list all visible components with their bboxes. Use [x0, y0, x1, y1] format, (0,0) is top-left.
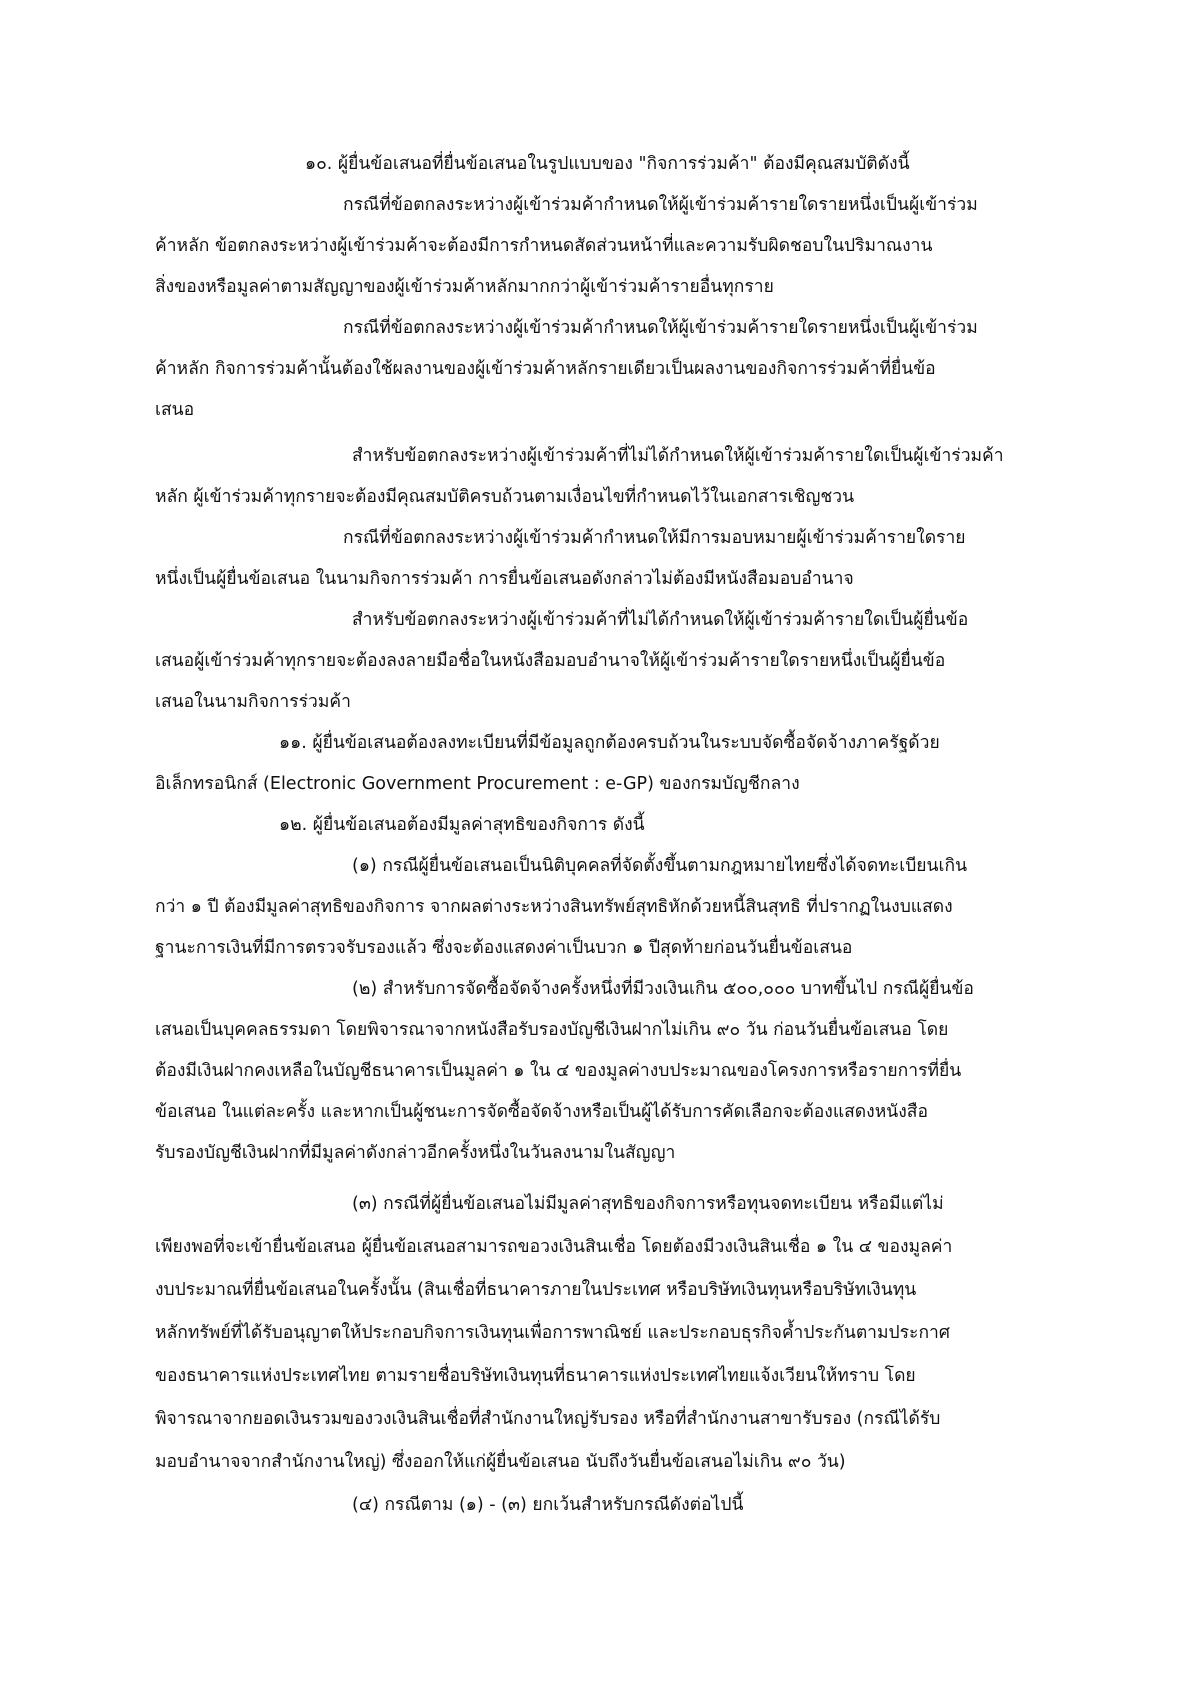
paragraph-line: งบประมาณที่ยื่นข้อเสนอในครั้งนั้น (สินเชื่อที่ธนาคารภายในประเทศ หรือบริษัทเงินทุนหรือบริษัทเงินทุน [155, 1280, 917, 1300]
paragraph-line: สำหรับข้อตกลงระหว่างผู้เข้าร่วมค้าที่ไม่ได้กำหนดให้ผู้เข้าร่วมค้ารายใดเป็นผู้ยื่นข้อ [352, 610, 969, 630]
paragraph-line: เสนอผู้เข้าร่วมค้าทุกรายจะต้องลงลายมือชื่อในหนังสือมอบอำนาจให้ผู้เข้าร่วมค้ารายใดรายหนึ่งเป็นผู้ยื่นข้อ [155, 651, 946, 671]
paragraph-line: รับรองบัญชีเงินฝากที่มีมูลค่าดังกล่าวอีกครั้งหนึ่งในวันลงนามในสัญญา [155, 1143, 676, 1163]
paragraph-line: เสนอ [155, 400, 195, 420]
paragraph-line: ของธนาคารแห่งประเทศไทย ตามรายชื่อบริษัทเงินทุนที่ธนาคารแห่งประเทศไทยแจ้งเวียนให้ทราบ โดย [155, 1366, 916, 1386]
paragraph-line: หลัก ผู้เข้าร่วมค้าทุกรายจะต้องมีคุณสมบัติครบถ้วนตามเงื่อนไขที่กำหนดไว้ในเอกสารเชิญชวน [155, 487, 855, 507]
subclause-4-line: (๔) กรณีตาม (๑) - (๓) ยกเว้นสำหรับกรณีดังต่อไปนี้ [352, 1495, 744, 1515]
paragraph-line: กรณีที่ข้อตกลงระหว่างผู้เข้าร่วมค้ากำหนดให้ผู้เข้าร่วมค้ารายใดรายหนึ่งเป็นผู้เข้าร่วม [343, 318, 978, 338]
paragraph-line: สิ่งของหรือมูลค่าตามสัญญาของผู้เข้าร่วมค้าหลักมากกว่าผู้เข้าร่วมค้ารายอื่นทุกราย [155, 277, 774, 297]
paragraph-line: ค้าหลัก กิจการร่วมค้านั้นต้องใช้ผลงานของผู้เข้าร่วมค้าหลักรายเดียวเป็นผลงานของกิจการร่วมค้าที่ยื่นข้อ [155, 359, 936, 379]
paragraph-line: หลักทรัพย์ที่ได้รับอนุญาตให้ประกอบกิจการเงินทุนเพื่อการพาณิชย์ และประกอบธุรกิจค้ำประกันตามประกาศ [155, 1323, 950, 1343]
paragraph-line: หนึ่งเป็นผู้ยื่นข้อเสนอ ในนามกิจการร่วมค้า การยื่นข้อเสนอดังกล่าวไม่ต้องมีหนังสือมอบอำนาจ [155, 569, 854, 589]
paragraph-line: เสนอเป็นบุคคลธรรมดา โดยพิจารณาจากหนังสือรับรองบัญชีเงินฝากไม่เกิน ๙๐ วัน ก่อนวันยื่นข้อเสนอ โดย [155, 1020, 949, 1040]
paragraph-line: ฐานะการเงินที่มีการตรวจรับรองแล้ว ซึ่งจะต้องแสดงค่าเป็นบวก ๑ ปีสุดท้ายก่อนวันยื่นข้อเสนอ [155, 938, 853, 958]
clause-11-heading: ๑๑. ผู้ยื่นข้อเสนอต้องลงทะเบียนที่มีข้อมูลถูกต้องครบถ้วนในระบบจัดซื้อจัดจ้างภาครัฐด้วย [279, 733, 940, 753]
subclause-1-line: (๑) กรณีผู้ยื่นข้อเสนอเป็นนิติบุคคลที่จัดตั้งขึ้นตามกฎหมายไทยซึ่งได้จดทะเบียนเกิน [352, 856, 968, 876]
paragraph-line: ข้อเสนอ ในแต่ละครั้ง และหากเป็นผู้ชนะการจัดซื้อจัดจ้างหรือเป็นผู้ได้รับการคัดเลือกจะต้องแสดงหนังสือ [155, 1102, 928, 1122]
paragraph-line: ต้องมีเงินฝากคงเหลือในบัญชีธนาคารเป็นมูลค่า ๑ ใน ๔ ของมูลค่างบประมาณของโครงการหรือรายการที่ยื่น [155, 1061, 962, 1081]
clause-12-heading: ๑๒. ผู้ยื่นข้อเสนอต้องมีมูลค่าสุทธิของกิจการ ดังนี้ [279, 815, 645, 835]
subclause-2-line: (๒) สำหรับการจัดซื้อจัดจ้างครั้งหนึ่งที่มีวงเงินเกิน ๕๐๐,๐๐๐ บาทขึ้นไป กรณีผู้ยื่นข้อ [352, 979, 974, 999]
paragraph-line: กรณีที่ข้อตกลงระหว่างผู้เข้าร่วมค้ากำหนดให้ผู้เข้าร่วมค้ารายใดรายหนึ่งเป็นผู้เข้าร่วม [343, 195, 978, 215]
paragraph-line: อิเล็กทรอนิกส์ (Electronic Government Procurement : e-GP) ของกรมบัญชีกลาง [155, 774, 800, 794]
clause-10-heading: ๑๐. ผู้ยื่นข้อเสนอที่ยื่นข้อเสนอในรูปแบบของ "กิจการร่วมค้า" ต้องมีคุณสมบัติดังนี้ [305, 154, 910, 174]
paragraph-line: กว่า ๑ ปี ต้องมีมูลค่าสุทธิของกิจการ จากผลต่างระหว่างสินทรัพย์สุทธิหักด้วยหนี้สินสุทธิ ที่ปรากฏในงบแสดง [155, 897, 953, 917]
paragraph-line: ค้าหลัก ข้อตกลงระหว่างผู้เข้าร่วมค้าจะต้องมีการกำหนดสัดส่วนหน้าที่และความรับผิดชอบในปริมาณงาน [155, 236, 933, 256]
paragraph-line: มอบอำนาจจากสำนักงานใหญ่) ซึ่งออกให้แก่ผู้ยื่นข้อเสนอ นับถึงวันยื่นข้อเสนอไม่เกิน ๙๐ วัน) [155, 1452, 846, 1472]
subclause-3-line: (๓) กรณีที่ผู้ยื่นข้อเสนอไม่มีมูลค่าสุทธิของกิจการหรือทุนจดทะเบียน หรือมีแต่ไม่ [352, 1194, 944, 1214]
paragraph-line: สำหรับข้อตกลงระหว่างผู้เข้าร่วมค้าที่ไม่ได้กำหนดให้ผู้เข้าร่วมค้ารายใดเป็นผู้เข้าร่วมค้า [352, 446, 1004, 466]
paragraph-line: กรณีที่ข้อตกลงระหว่างผู้เข้าร่วมค้ากำหนดให้มีการมอบหมายผู้เข้าร่วมค้ารายใดราย [343, 528, 966, 548]
paragraph-line: พิจารณาจากยอดเงินรวมของวงเงินสินเชื่อที่สำนักงานใหญ่รับรอง หรือที่สำนักงานสาขารับรอง (กรณีได้รับ [155, 1409, 941, 1429]
paragraph-line: เสนอในนามกิจการร่วมค้า [155, 692, 351, 712]
paragraph-line: เพียงพอที่จะเข้ายื่นข้อเสนอ ผู้ยื่นข้อเสนอสามารถขอวงเงินสินเชื่อ โดยต้องมีวงเงินสินเชื่อ ๑ ใน ๔ ของมูลค่า [155, 1237, 953, 1257]
